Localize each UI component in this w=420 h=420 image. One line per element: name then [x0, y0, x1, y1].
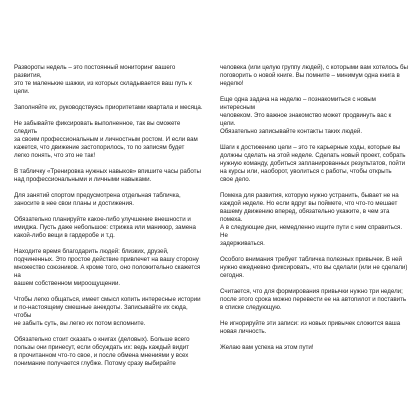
paragraph: Для занятий спортом предусмотрена отдельная табличка, заносите в нее свои планы и достижения.: [14, 192, 181, 207]
paragraph: Особого внимания требует табличка полезных привычек. В ней нужно ежедневно фиксировать, что вы сделали (или не сделали) сегодня.: [220, 256, 408, 279]
paragraph: Помеха для развития, которую нужно устранить, бывает не на каждой неделе. Но если вдруг вы поймете, что что-то мешает вашему движению вперед, обязательно укажите, в чем эта помеха. А в следующие дни, немедленно ищите пути с ним справиться. Не задерживаться.: [220, 192, 403, 247]
paragraph: Желаю вам успеха на этом пути!: [220, 344, 314, 351]
paragraph: Шаги к достижению цели – это те карьерные ходы, которые вы должны сделать на этой неделе. Сделать новый проект, собрать нужную команду, добиться запланированных результатов, пойти на курсы или, наоборот, уволиться с работы, чтобы открыть свое дело.: [220, 144, 406, 183]
paragraph: Не игнорируйте эти записи: из новых привычек сложится ваша новая личность.: [220, 320, 401, 335]
paragraph: человека (или целую группу людей), с которыми вам хотелось бы поговорить о новой книге. Вы помните – минимум одна книга в неделю!: [220, 64, 408, 87]
paragraph: Обязательно стоит сказать о книгах (деловых). Больше всего пользы они принесут, если обсуждать их: ведь каждый видит в прочитанном что-то свое, и после обмена мнениями у всех понимание получается глубже. Потому сразу выбирайте: [14, 336, 190, 367]
right-column: [220, 64, 408, 360]
paragraph: Не забывайте фиксировать выполненное, так вы сможете следить за своим профессиональным и личностным ростом. И если вам кажется, что движение застопорилось, то по записям будет легко понять, что это не так!: [14, 120, 198, 159]
paragraph: Еще одна задача на неделю – познакомиться с новым интересным человеком. Это важное знакомство может продвинуть вас к цели. Обязательно записывайте контакты таких людей.: [220, 96, 392, 135]
left-column: [14, 64, 204, 376]
paragraph: Находите время благодарить людей: близких, друзей, подчиненных. Это простое действие привлечет на вашу сторону множество союзников. А кроме того, оно положительно скажется на вашем собственном мироощущении.: [14, 248, 201, 287]
paragraph: Считается, что для формирования привычки нужно три недели; после этого срока можно перевести ее на автопилот и поставить в списке следующую.: [220, 288, 407, 311]
paragraph: Обязательно планируйте какое-либо улучшение внешности и имиджа. Пусть даже небольшое: стрижка или маникюр, замена какой-либо вещи в гардеробе и т.д.: [14, 216, 196, 239]
paragraph: Развороты недель – это постоянный мониторинг вашего развития, это те маленькие шажки, из которых складывается ваш путь к цели.: [14, 64, 192, 95]
paragraph: Чтобы легко общаться, имеет смысл копить интересные истории и по-настоящему смешные анекдоты. Записывайте их сюда, чтобы не забыть суть, вы легко их потом вспомните.: [14, 296, 201, 327]
paragraph: В табличку «Тренировка нужных навыков» впишите часы работы над профессиональными и личными навыками.: [14, 168, 201, 183]
paragraph: Заполняйте их, руководствуясь приоритетами квартала и месяца.: [14, 104, 203, 111]
